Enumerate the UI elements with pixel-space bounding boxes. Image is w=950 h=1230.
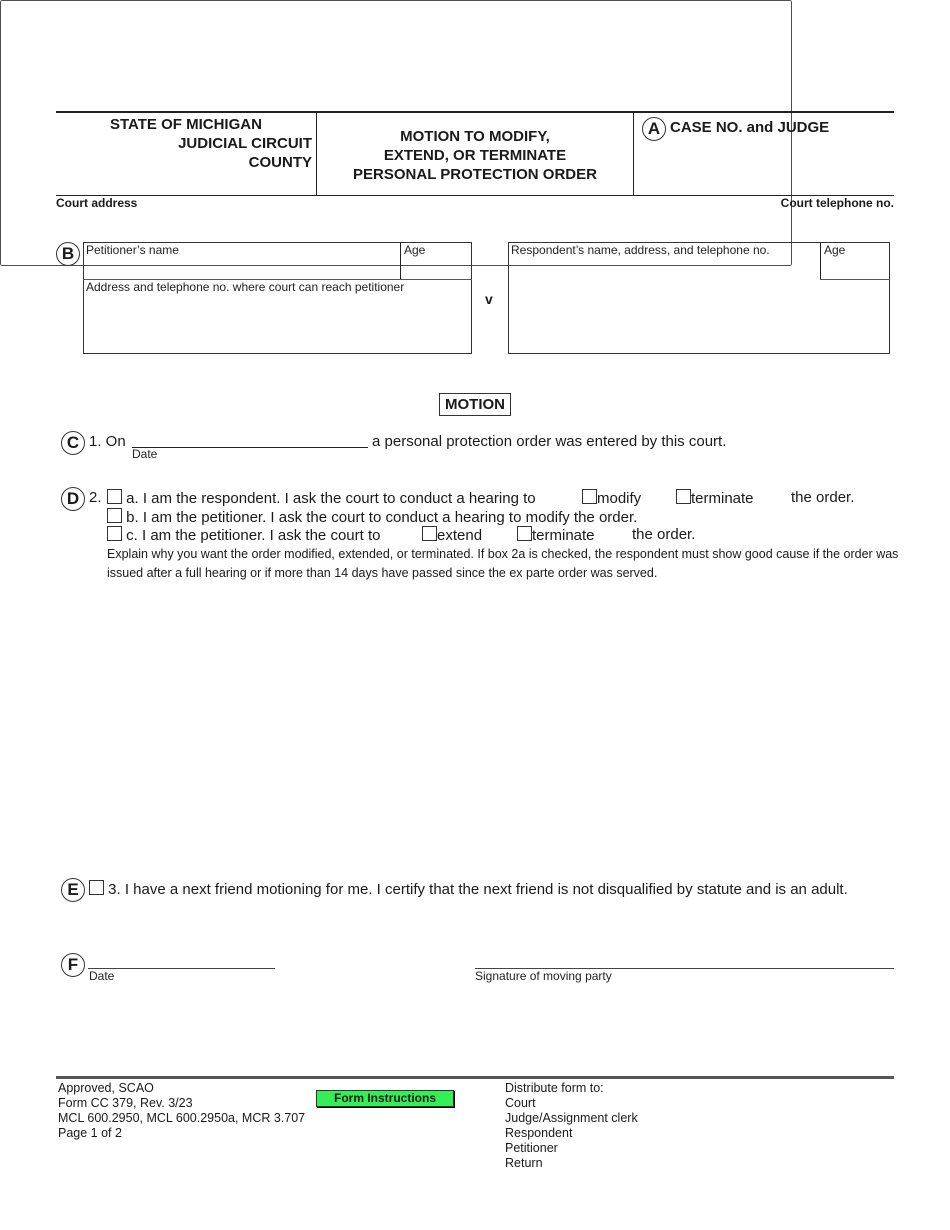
- title-line-1: MOTION TO MODIFY,: [400, 128, 550, 145]
- item2a-terminate-checkbox[interactable]: [676, 489, 691, 504]
- form-number: Form CC 379, Rev. 3/23: [58, 1096, 193, 1110]
- respondent-label: Respondent’s name, address, and telephone no.: [511, 243, 770, 257]
- item1-date-input[interactable]: [134, 430, 368, 448]
- item2-explain-line2: issued after a full hearing or if more than 14 days have passed since the ex parte order was served.: [107, 566, 658, 580]
- distribute-item: Judge/Assignment clerk: [505, 1111, 638, 1125]
- petitioner-address-label: Address and telephone no. where court can reach petitioner: [86, 280, 405, 294]
- petitioner-name-input[interactable]: [86, 258, 400, 278]
- distribute-title: Distribute form to:: [505, 1081, 604, 1095]
- item2c-extend-option: [422, 526, 482, 544]
- state-name: STATE OF MICHIGAN: [110, 116, 262, 133]
- item2c-terminate-label: terminate: [532, 527, 595, 544]
- respondent-age-divider: [820, 242, 821, 279]
- page-number: Page 1 of 2: [58, 1126, 122, 1140]
- footer-rule: [56, 1076, 894, 1079]
- county: COUNTY: [248, 154, 312, 171]
- signature-date-label: Date: [89, 969, 115, 983]
- item2a-terminate-option: [676, 489, 754, 507]
- case-label: CASE NO. and JUDGE: [670, 119, 830, 136]
- respondent-age-bottom: [820, 279, 890, 280]
- form-title: [317, 127, 633, 184]
- signature-date-input[interactable]: [89, 950, 277, 968]
- statute-refs: MCL 600.2950, MCL 600.2950a, MCR 3.707: [58, 1111, 306, 1125]
- signature-date-line: [88, 968, 275, 969]
- title-line-2: EXTEND, OR TERMINATE: [383, 147, 567, 164]
- item2c-extend-label: extend: [437, 527, 483, 544]
- marker-c: C: [61, 431, 85, 455]
- item2a-checkbox[interactable]: [107, 489, 122, 504]
- form-info: [58, 1081, 305, 1141]
- approved-text: Approved, SCAO: [58, 1081, 154, 1095]
- item2c-text: c. I am the petitioner. I ask the court to: [126, 527, 381, 544]
- petitioner-name-label: Petitioner’s name: [86, 243, 179, 257]
- signature-input[interactable]: [476, 950, 896, 968]
- item1-text: a personal protection order was entered by this court.: [372, 433, 727, 450]
- respondent-info-input[interactable]: [511, 260, 820, 350]
- marker-a: A: [642, 117, 666, 141]
- item2a-row: [107, 489, 536, 507]
- item2a-text: a. I am the respondent. I ask the court to conduct a hearing to: [126, 490, 536, 507]
- marker-d: D: [61, 487, 85, 511]
- distribution-list: [505, 1081, 638, 1171]
- case-number-input[interactable]: [670, 142, 894, 184]
- item2b-row: [107, 508, 637, 526]
- item2-number: 2.: [89, 489, 102, 506]
- item1-date-label: Date: [132, 447, 158, 461]
- marker-f: F: [61, 953, 85, 977]
- item2c-extend-checkbox[interactable]: [422, 526, 437, 541]
- distribute-item: Petitioner: [505, 1141, 558, 1155]
- distribute-item: Respondent: [505, 1126, 573, 1140]
- motion-heading: MOTION: [439, 393, 511, 416]
- item3-checkbox[interactable]: [89, 880, 104, 895]
- court-address-label: Court address: [56, 196, 138, 210]
- title-line-3: PERSONAL PROTECTION ORDER: [353, 166, 597, 183]
- header-top-rule: [56, 111, 894, 113]
- court-identity: [56, 115, 312, 172]
- item3-text: 3. I have a next friend motioning for me. I certify that the next friend is not disqualified by statute and is an adult.: [108, 881, 848, 898]
- item2c-row: [107, 526, 380, 544]
- item2a-modify-option: [582, 489, 641, 507]
- header-divider-2: [633, 112, 634, 196]
- item2c-end: the order.: [632, 526, 696, 543]
- item2c-checkbox[interactable]: [107, 526, 122, 541]
- item2b-checkbox[interactable]: [107, 508, 122, 523]
- item2c-terminate-checkbox[interactable]: [517, 526, 532, 541]
- item2a-terminate-label: terminate: [691, 490, 754, 507]
- petitioner-address-input[interactable]: [86, 296, 470, 350]
- distribute-item: Return: [505, 1156, 543, 1170]
- court-phone-label: Court telephone no.: [780, 196, 894, 210]
- judicial-circuit: JUDICIAL CIRCUIT: [178, 135, 312, 152]
- petitioner-age-input[interactable]: [404, 258, 472, 278]
- petitioner-age-label: Age: [404, 243, 426, 257]
- marker-b: B: [56, 242, 80, 266]
- respondent-age-label: Age: [824, 243, 846, 257]
- item2-explain-line1: Explain why you want the order modified, extended, or terminated. If box 2a is checked, the respondent must show good cause if the order was: [107, 547, 899, 561]
- item1-number: 1. On: [89, 433, 126, 450]
- item2b-text: b. I am the petitioner. I ask the court to conduct a hearing to modify the order.: [126, 509, 638, 526]
- versus: v: [485, 291, 493, 307]
- form-instructions-button[interactable]: Form Instructions: [316, 1090, 454, 1107]
- item2c-terminate-option: [517, 526, 595, 544]
- item3-row: [89, 880, 848, 898]
- marker-e: E: [61, 878, 85, 902]
- item2a-modify-checkbox[interactable]: [582, 489, 597, 504]
- signature-label: Signature of moving party: [475, 969, 612, 983]
- petitioner-age-divider: [400, 242, 401, 279]
- respondent-age-input[interactable]: [824, 258, 890, 278]
- distribute-item: Court: [505, 1096, 536, 1110]
- item2a-end: the order.: [791, 489, 855, 506]
- item2a-modify-label: modify: [597, 490, 642, 507]
